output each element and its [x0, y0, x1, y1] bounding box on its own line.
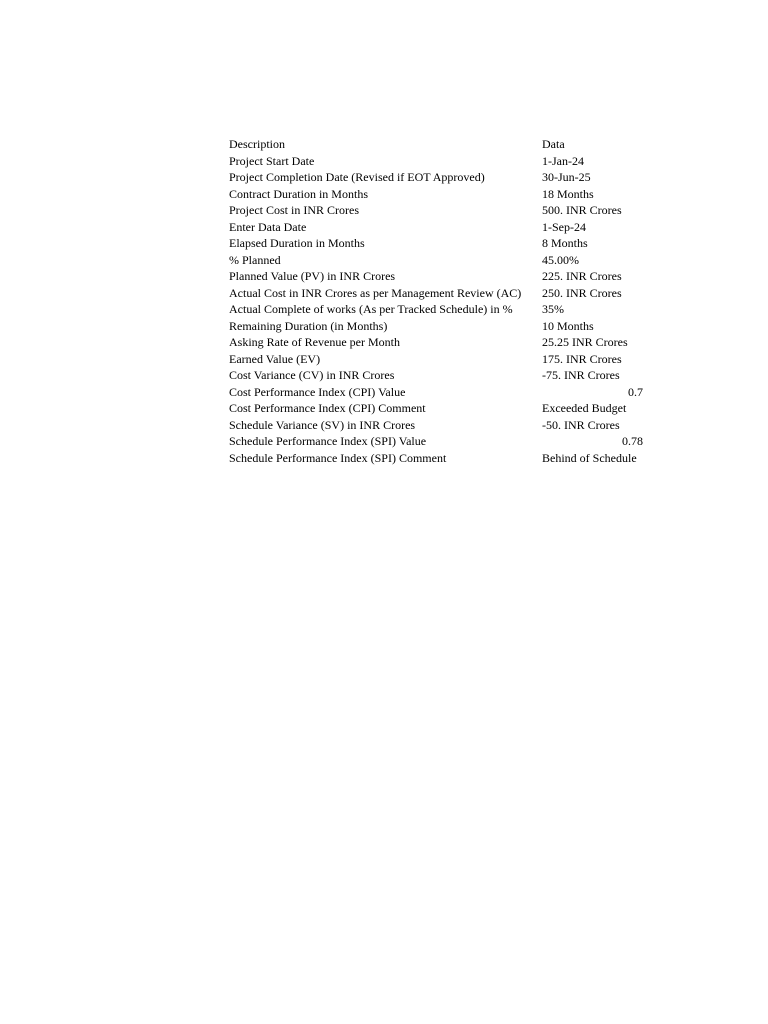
row-description: Planned Value (PV) in INR Crores: [229, 269, 396, 283]
header-description: Description: [229, 137, 285, 151]
row-description: Project Start Date: [229, 153, 315, 168]
table-row: [229, 450, 645, 467]
table-row: [229, 367, 645, 384]
row-value: 225. INR Crores: [542, 269, 622, 283]
table-row: [229, 186, 645, 203]
row-description: Asking Rate of Revenue per Month: [229, 335, 400, 349]
row-value: 500. INR Crores: [542, 203, 622, 217]
table-row: [229, 169, 645, 186]
table-row: [229, 334, 645, 351]
row-description: Remaining Duration (in Months): [229, 318, 388, 333]
row-description: Cost Variance (CV) in INR Crores: [229, 368, 395, 382]
table-row: [229, 351, 645, 368]
table-row: [229, 153, 645, 170]
row-value: 1-Sep-24: [542, 219, 586, 234]
row-value: 30-Jun-25: [542, 170, 591, 184]
table-row: [229, 252, 645, 269]
table-row: [229, 301, 645, 318]
row-value: -50. INR Crores: [542, 417, 620, 432]
row-value: 8 Months: [542, 236, 588, 250]
row-value: 175. INR Crores: [542, 351, 622, 366]
row-description: % Planned: [229, 252, 281, 267]
row-description: Project Completion Date (Revised if EOT Approved): [229, 170, 485, 184]
row-description: Actual Cost in INR Crores as per Management Review (AC): [229, 285, 522, 300]
data-table: [229, 136, 645, 466]
table-row: [229, 433, 645, 450]
row-value: 45.00%: [542, 252, 579, 267]
row-value: Behind of Schedule: [542, 450, 637, 465]
table-row: [229, 235, 645, 252]
table-row: [229, 318, 645, 335]
evm-data-sheet: [229, 136, 645, 466]
row-value: 1-Jan-24: [542, 153, 584, 168]
table-row: [229, 417, 645, 434]
row-value: 250. INR Crores: [542, 285, 622, 300]
row-description: Cost Performance Index (CPI) Value: [229, 384, 406, 399]
table-row: [229, 268, 645, 285]
row-description: Schedule Performance Index (SPI) Comment: [229, 450, 447, 465]
row-value: Exceeded Budget: [542, 401, 627, 415]
row-description: Schedule Performance Index (SPI) Value: [229, 434, 427, 448]
header-data: Data: [542, 137, 565, 151]
row-description: Actual Complete of works (As per Tracked Schedule) in %: [229, 302, 513, 316]
row-description: Contract Duration in Months: [229, 186, 368, 201]
table-row: [229, 285, 645, 302]
row-value: 0.7: [628, 384, 643, 399]
table-row: [229, 202, 645, 219]
row-description: Enter Data Date: [229, 219, 307, 234]
row-description: Earned Value (EV): [229, 351, 321, 366]
row-description: Elapsed Duration in Months: [229, 236, 365, 250]
row-value: 10 Months: [542, 318, 594, 333]
table-body: [229, 136, 645, 466]
row-description: Cost Performance Index (CPI) Comment: [229, 401, 426, 415]
row-value: -75. INR Crores: [542, 368, 620, 382]
row-value: 18 Months: [542, 186, 594, 201]
row-value: 0.78: [622, 434, 643, 448]
row-description: Schedule Variance (SV) in INR Crores: [229, 417, 416, 432]
row-value: 35%: [542, 302, 564, 316]
table-row: [229, 384, 645, 401]
table-row: [229, 400, 645, 417]
row-value: 25.25 INR Crores: [542, 335, 628, 349]
row-description: Project Cost in INR Crores: [229, 203, 359, 217]
header-row: [229, 136, 645, 153]
table-row: [229, 219, 645, 236]
